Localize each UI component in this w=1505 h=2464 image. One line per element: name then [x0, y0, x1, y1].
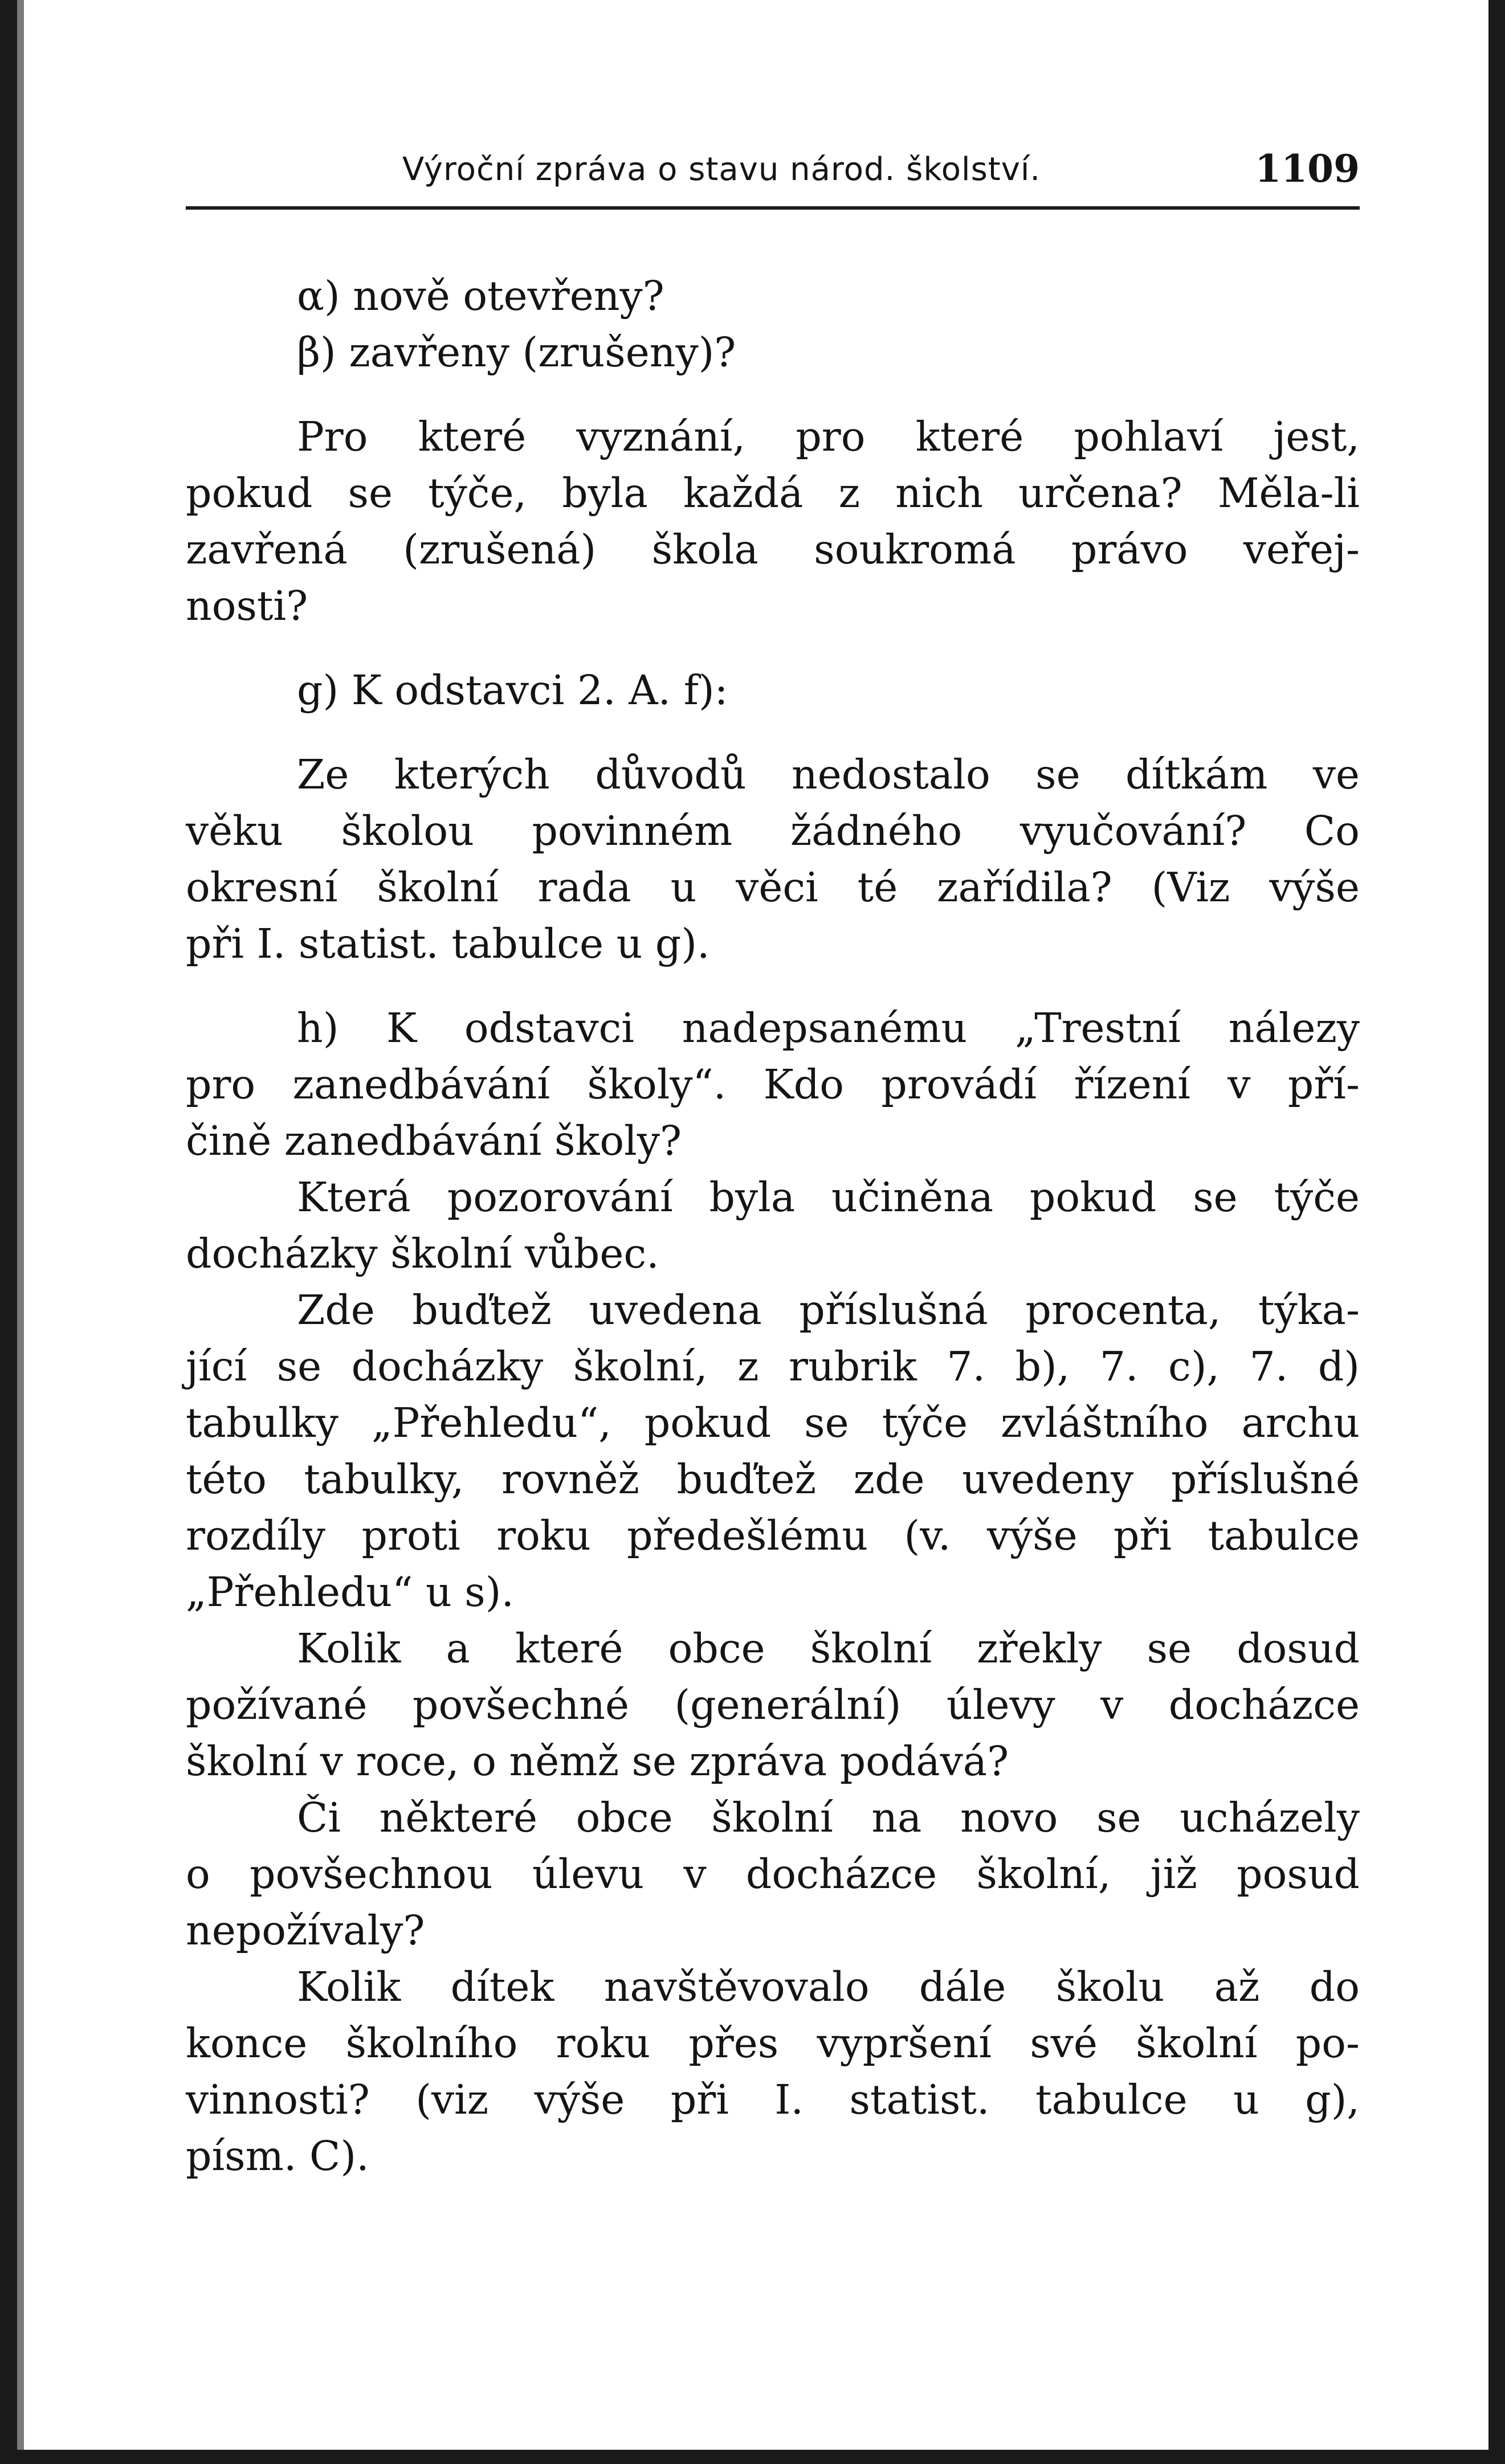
text-line: při I. statist. tabulce u g).	[186, 920, 710, 967]
text-line: konce školního roku přes vypršení své školní po-	[186, 2020, 1360, 2067]
text-line: nepožívaly?	[186, 1907, 425, 1954]
text-line: okresní školní rada u věci té zařídila? (Viz výše	[186, 864, 1360, 911]
text-line: docházky školní vůbec.	[186, 1230, 659, 1277]
text-line: „Přehledu“ u s).	[186, 1568, 515, 1616]
text-line: školní v roce, o němž se zpráva podává?	[186, 1738, 1009, 1785]
text-line: Kolik a které obce školní zřekly se dosud	[297, 1625, 1360, 1672]
scan-edge-bottom	[0, 2450, 1505, 2464]
section-heading-h: h) K odstavci nadepsanému „Trestní nálezy	[297, 1004, 1360, 1052]
section-heading-g: g) K odstavci 2. A. f):	[297, 667, 728, 714]
running-head: Výroční zpráva o stavu národ. školství.	[402, 151, 1041, 188]
text-line: Zde buďtež uvedena příslušná procenta, týka-	[297, 1286, 1360, 1334]
text-line: čině zanedbávání školy?	[186, 1117, 682, 1164]
scan-edge-left	[0, 0, 17, 2464]
text-line: Kolik dítek navštěvovalo dále školu až do	[297, 1963, 1360, 2011]
page-number: 1109	[1255, 146, 1360, 191]
text-line: pro zanedbávání školy“. Kdo provádí řízení v pří-	[186, 1061, 1360, 1108]
body-text	[186, 268, 1360, 2184]
text-line: β) zavřeny (zrušeny)?	[297, 329, 736, 376]
text-line: věku školou povinném žádného vyučování? Co	[186, 807, 1360, 855]
text-line: o povšechnou úlevu v docházce školní, již posud	[186, 1850, 1360, 1898]
page-header	[186, 140, 1360, 202]
text-line: Která pozorování byla učiněna pokud se týče	[297, 1174, 1360, 1221]
text-line: Pro které vyznání, pro které pohlaví jest,	[297, 413, 1360, 460]
text-line: pokud se týče, byla každá z nich určena? Měla-li	[186, 469, 1360, 517]
text-line: jící se docházky školní, z rubrik 7. b), 7. c), 7. d)	[186, 1343, 1360, 1390]
scan-edge-shadow	[17, 0, 24, 2464]
text-line: této tabulky, rovněž buďtež zde uvedeny příslušné	[186, 1456, 1360, 1503]
text-line: požívané povšechné (generální) úlevy v docházce	[186, 1681, 1360, 1729]
header-rule	[186, 206, 1360, 210]
text-line: nosti?	[186, 582, 308, 630]
text-line: rozdíly proti roku předešlému (v. výše při tabulce	[186, 1512, 1360, 1559]
text-line: písm. C).	[186, 2132, 369, 2180]
text-line: vinnosti? (viz výše při I. statist. tabulce u g),	[186, 2076, 1360, 2123]
scan-edge-right	[1488, 0, 1505, 2464]
text-line: Ze kterých důvodů nedostalo se dítkám ve	[297, 751, 1360, 798]
text-line: Či některé obce školní na novo se ucházely	[297, 1794, 1360, 1841]
text-line: tabulky „Přehledu“, pokud se týče zvláštního archu	[186, 1399, 1360, 1446]
text-line: zavřená (zrušená) škola soukromá právo veřej-	[186, 526, 1360, 573]
text-line: α) nově otevřeny?	[297, 272, 664, 320]
